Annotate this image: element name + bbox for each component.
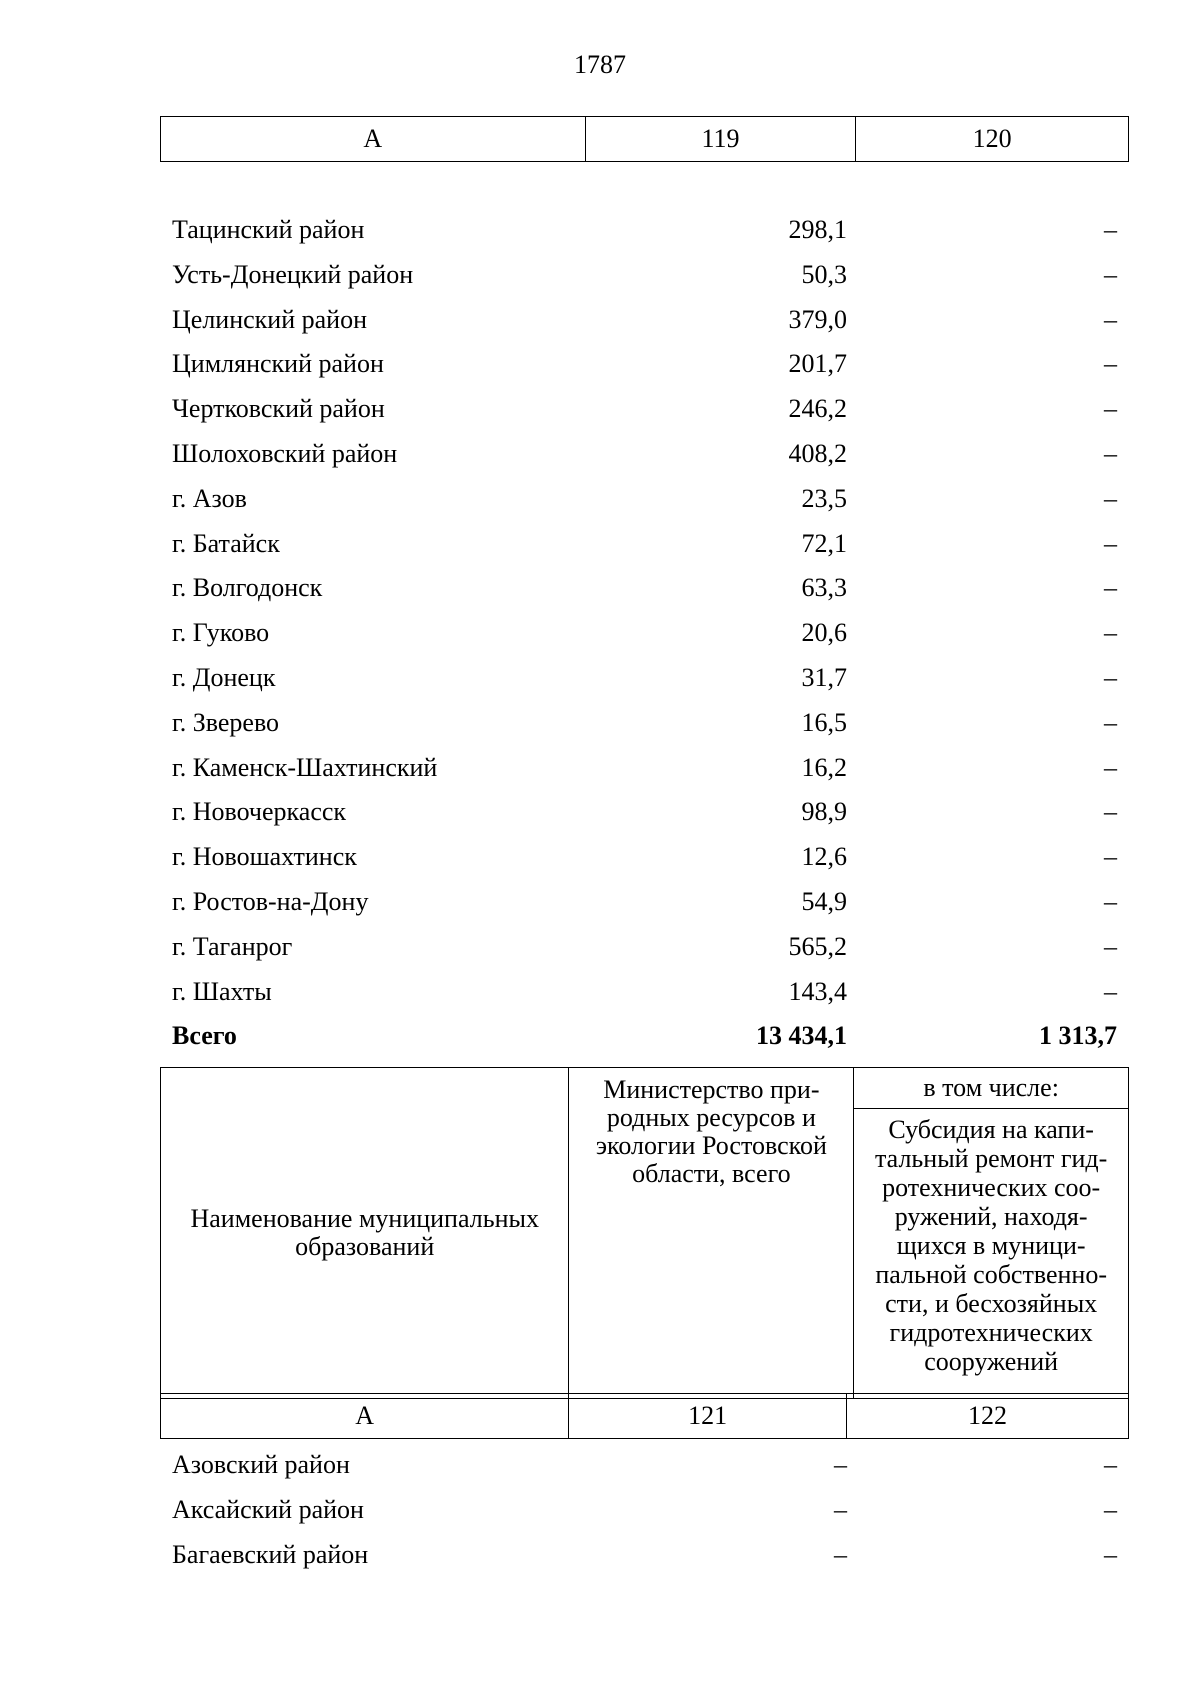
municipality-name: г. Ростов-на-Дону bbox=[172, 886, 369, 916]
municipality-name: Целинский район bbox=[172, 304, 367, 334]
header-municipality-name: Наименование муниципальных образований bbox=[161, 1068, 569, 1399]
value-col-2: – bbox=[1104, 1494, 1117, 1524]
table-row bbox=[160, 656, 1129, 701]
table-row bbox=[160, 208, 1129, 253]
table-row bbox=[160, 342, 1129, 387]
value-col-2: – bbox=[1104, 618, 1117, 648]
value-col-2: – bbox=[1104, 528, 1117, 558]
municipality-name: Азовский район bbox=[172, 1450, 350, 1479]
value-col-1: 50,3 bbox=[801, 259, 847, 289]
value-col-2: – bbox=[1104, 573, 1117, 603]
value-col-1: 143,4 bbox=[788, 976, 847, 1006]
value-col-1: 12,6 bbox=[801, 842, 847, 872]
column-index-header-top bbox=[160, 116, 1129, 162]
value-col-2: – bbox=[1104, 349, 1117, 379]
municipality-name: г. Батайск bbox=[172, 528, 280, 558]
value-col-2: – bbox=[1104, 438, 1117, 468]
column-index-a: А bbox=[161, 117, 586, 162]
value-col-2: – bbox=[1104, 752, 1117, 782]
table-row bbox=[160, 925, 1129, 970]
value-col-1: 31,7 bbox=[801, 662, 847, 692]
header-including: в том числе: bbox=[854, 1068, 1129, 1109]
municipality-name: Тацинский район bbox=[172, 215, 365, 244]
table-row bbox=[160, 970, 1129, 1015]
total-value-col-2: 1 313,7 bbox=[1039, 1021, 1117, 1051]
total-row bbox=[160, 1014, 1129, 1059]
value-col-1: – bbox=[834, 1494, 847, 1524]
header-ministry-total: Министерство при-родных ресурсов и экологии Ростовской области, всего bbox=[569, 1068, 854, 1399]
municipality-name: г. Таганрог bbox=[172, 931, 293, 961]
value-col-2: – bbox=[1104, 259, 1117, 289]
table-row bbox=[160, 522, 1129, 567]
table-row bbox=[160, 387, 1129, 432]
municipality-name: Усть-Донецкий район bbox=[172, 259, 414, 289]
value-col-1: 23,5 bbox=[801, 483, 847, 513]
total-label: Всего bbox=[172, 1021, 237, 1051]
value-col-2: – bbox=[1104, 707, 1117, 737]
municipality-name: Аксайский район bbox=[172, 1494, 364, 1524]
page-number: 1787 bbox=[574, 50, 626, 79]
value-col-2: – bbox=[1104, 662, 1117, 692]
value-col-1: 408,2 bbox=[788, 438, 847, 468]
value-col-1: 16,2 bbox=[801, 752, 847, 782]
value-col-1: 201,7 bbox=[788, 349, 847, 379]
value-col-1: 72,1 bbox=[801, 528, 847, 558]
value-col-1: 298,1 bbox=[788, 215, 847, 244]
value-col-2: – bbox=[1104, 394, 1117, 424]
municipality-name: Шолоховский район bbox=[172, 438, 398, 468]
value-col-2: – bbox=[1104, 483, 1117, 513]
table-row bbox=[160, 253, 1129, 298]
value-col-2: – bbox=[1104, 304, 1117, 334]
table-row bbox=[160, 566, 1129, 611]
municipality-name: г. Новочеркасск bbox=[172, 797, 347, 827]
value-col-2: – bbox=[1104, 886, 1117, 916]
table-row bbox=[160, 1443, 1129, 1488]
municipality-name: г. Гуково bbox=[172, 618, 270, 648]
column-index-119: 119 bbox=[585, 117, 856, 162]
total-value-col-1: 13 434,1 bbox=[756, 1021, 847, 1051]
column-index-121: 121 bbox=[569, 1394, 847, 1439]
column-index-120: 120 bbox=[856, 117, 1129, 162]
table-row bbox=[160, 477, 1129, 522]
table-row bbox=[160, 1488, 1129, 1533]
municipality-name: г. Новошахтинск bbox=[172, 842, 357, 872]
value-col-2: – bbox=[1104, 842, 1117, 872]
municipality-name: г. Каменск-Шахтинский bbox=[172, 752, 438, 782]
table-row bbox=[160, 880, 1129, 925]
municipality-name: г. Шахты bbox=[172, 976, 272, 1006]
table-header-block bbox=[160, 1067, 1129, 1399]
value-col-2: – bbox=[1104, 1450, 1117, 1479]
value-col-1: 20,6 bbox=[801, 618, 847, 648]
value-col-1: 16,5 bbox=[801, 707, 847, 737]
municipality-name: Чертковский район bbox=[172, 394, 385, 424]
table-row bbox=[160, 432, 1129, 477]
table-row bbox=[160, 1533, 1129, 1578]
value-col-1: – bbox=[834, 1539, 847, 1569]
municipality-name: г. Зверево bbox=[172, 707, 280, 737]
data-rows-bottom bbox=[160, 1443, 1129, 1577]
value-col-1: – bbox=[834, 1450, 847, 1479]
column-index-a-2: А bbox=[161, 1394, 569, 1439]
data-rows-top bbox=[160, 208, 1129, 1059]
table-row bbox=[160, 298, 1129, 343]
municipality-name: г. Азов bbox=[172, 483, 247, 513]
table-row bbox=[160, 701, 1129, 746]
value-col-1: 246,2 bbox=[788, 394, 847, 424]
municipality-name: г. Донецк bbox=[172, 662, 276, 692]
value-col-2: – bbox=[1104, 976, 1117, 1006]
column-index-122: 122 bbox=[847, 1394, 1129, 1439]
value-col-1: 379,0 bbox=[788, 304, 847, 334]
table-row bbox=[160, 746, 1129, 791]
municipality-name: Багаевский район bbox=[172, 1539, 369, 1569]
value-col-1: 54,9 bbox=[801, 886, 847, 916]
header-subsidy-hydro: Субсидия на капи-тальный ремонт гид-ротехнических соо-ружений, находя-щихся в муници-пальной собственно-сти, и бесхозяйных гидротехнических сооружений bbox=[854, 1109, 1129, 1399]
value-col-2: – bbox=[1104, 797, 1117, 827]
table-row bbox=[160, 835, 1129, 880]
municipality-name: Цимлянский район bbox=[172, 349, 384, 379]
column-index-header-bottom bbox=[160, 1393, 1129, 1439]
table-row bbox=[160, 611, 1129, 656]
value-col-1: 565,2 bbox=[788, 931, 847, 961]
value-col-2: – bbox=[1104, 1539, 1117, 1569]
value-col-1: 98,9 bbox=[801, 797, 847, 827]
value-col-2: – bbox=[1104, 215, 1117, 244]
municipality-name: г. Волгодонск bbox=[172, 573, 323, 603]
value-col-1: 63,3 bbox=[801, 573, 847, 603]
table-row bbox=[160, 790, 1129, 835]
value-col-2: – bbox=[1104, 931, 1117, 961]
